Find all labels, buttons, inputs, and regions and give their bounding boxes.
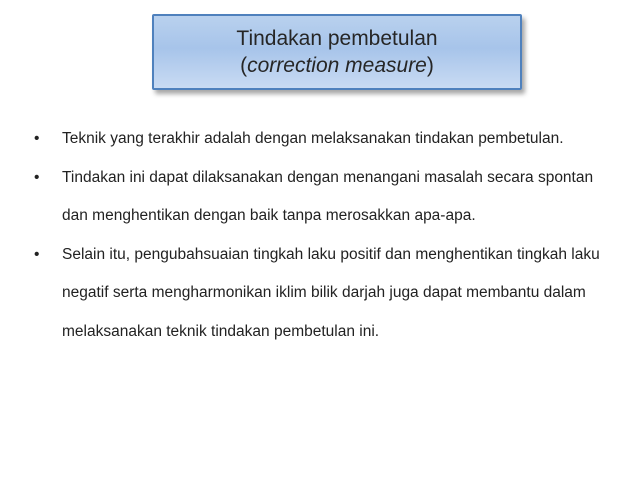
subtitle-close-paren: ) [426, 54, 434, 77]
subtitle-open-paren: ( [240, 54, 248, 77]
bullet-text: Teknik yang terakhir adalah dengan melaksanakan tindakan pembetulan. [62, 130, 564, 147]
slide-subtitle [154, 52, 520, 79]
bullet-icon: • [34, 245, 40, 263]
slide-title: Tindakan pembetulan [236, 27, 438, 50]
bullet-list [32, 120, 612, 351]
subtitle-italic-text: correction measure [247, 54, 427, 77]
bullet-item [32, 236, 612, 352]
slide-title-box [152, 14, 522, 90]
bullet-icon: • [34, 168, 40, 186]
bullet-item [32, 159, 612, 236]
bullet-icon: • [34, 130, 40, 147]
bullet-text: Selain itu, pengubahsuaian tingkah laku positif dan menghentikan tingkah laku negatif serta mengharmonikan iklim bilik darjah juga dapat membantu dalam melaksanakan teknik tindakan pembetulan ini. [62, 245, 600, 340]
bullet-text: Tindakan ini dapat dilaksanakan dengan menangani masalah secara spontan dan menghentikan dengan baik tanpa merosakkan apa-apa. [62, 168, 594, 224]
bullet-item [32, 120, 612, 159]
